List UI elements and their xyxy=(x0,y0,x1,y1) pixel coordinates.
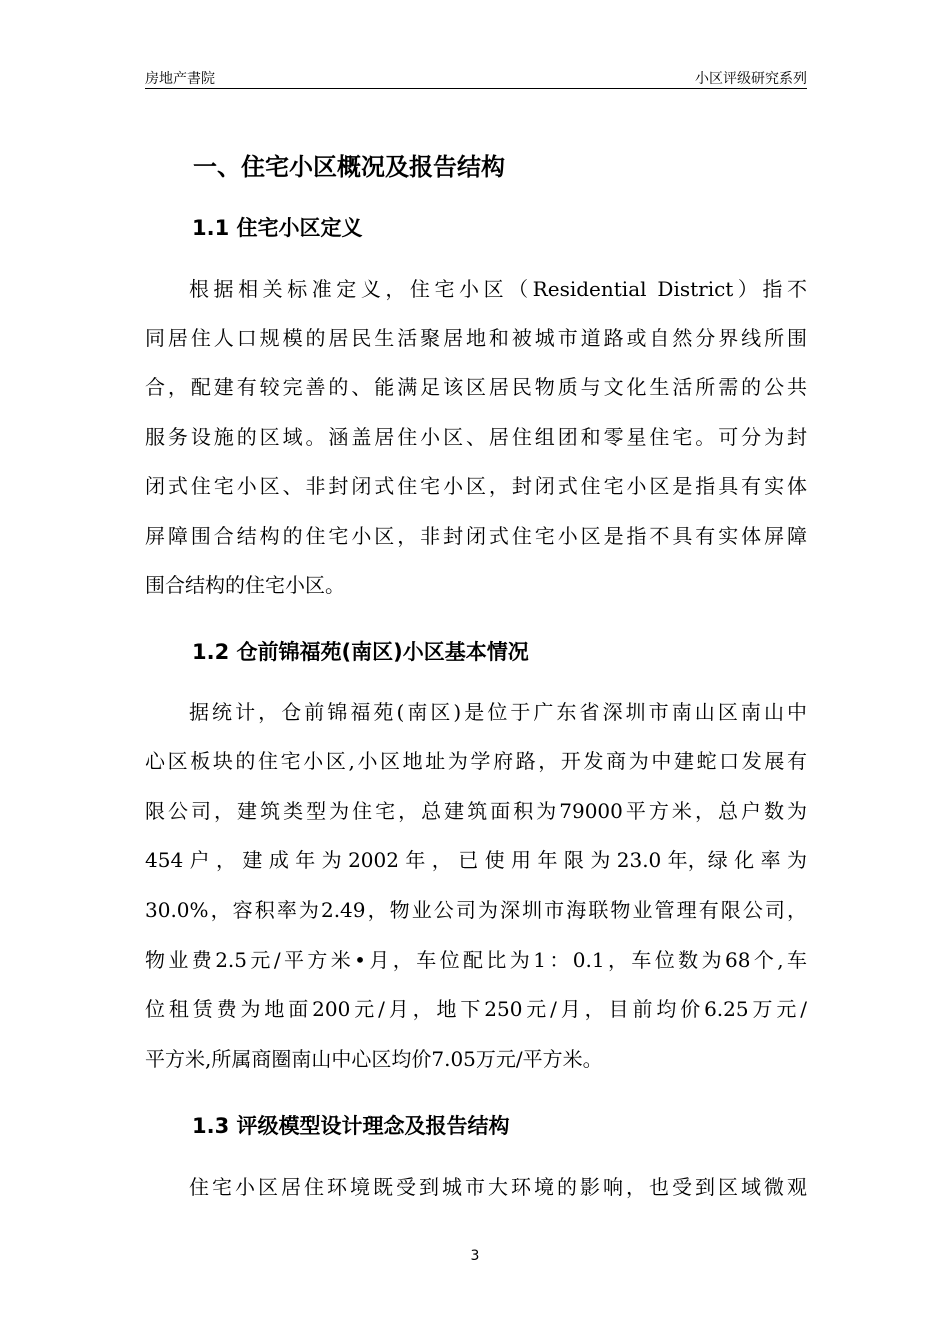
header-publisher: 房地产書院 xyxy=(145,71,215,87)
subsection-heading-1-1: 1.1 住宅小区定义 xyxy=(192,216,363,240)
paragraph-line: 闭式住宅小区、非封闭式住宅小区，封闭式住宅小区是指具有实体 xyxy=(145,474,807,498)
paragraph-line: 同居住人口规模的居民生活聚居地和被城市道路或自然分界线所围 xyxy=(145,326,807,350)
header-divider xyxy=(145,88,807,89)
page-header xyxy=(145,64,807,88)
paragraph-line: 屏障围合结构的住宅小区，非封闭式住宅小区是指不具有实体屏障 xyxy=(145,524,807,548)
section-title: 一、住宅小区概况及报告结构 xyxy=(193,153,505,181)
paragraph-line: 根据相关标准定义，住宅小区（Residential District）指不 xyxy=(189,277,807,301)
subsection-heading-1-2: 1.2 仓前锦福苑(南区)小区基本情况 xyxy=(192,640,529,664)
paragraph-line: 据统计，仓前锦福苑(南区)是位于广东省深圳市南山区南山中 xyxy=(189,700,807,724)
paragraph-line: 心区板块的住宅小区,小区地址为学府路，开发商为中建蛇口发展有 xyxy=(145,749,807,773)
header-series-title: 小区评级研究系列 xyxy=(695,71,807,87)
paragraph-line: 围合结构的住宅小区。 xyxy=(145,573,345,597)
subsection-heading-1-3: 1.3 评级模型设计理念及报告结构 xyxy=(192,1114,510,1138)
paragraph-line: 物业费2.5元/平方米•月，车位配比为1：0.1，车位数为68个,车 xyxy=(145,948,807,972)
paragraph-line: 位租赁费为地面200元/月，地下250元/月，目前均价6.25万元/ xyxy=(145,997,807,1021)
paragraph-line: 454 户 ， 建 成 年 为 2002 年 ， 已 使 用 年 限 为 23.0 年，绿 化 率 为 xyxy=(145,848,807,872)
paragraph-line: 住宅小区居住环境既受到城市大环境的影响，也受到区域微观 xyxy=(189,1175,807,1199)
paragraph-line: 合，配建有较完善的、能满足该区居民物质与文化生活所需的公共 xyxy=(145,375,807,399)
paragraph-line: 服务设施的区域。涵盖居住小区、居住组团和零星住宅。可分为封 xyxy=(145,425,807,449)
page-number: 3 xyxy=(470,1248,480,1264)
paragraph-line: 限公司，建筑类型为住宅，总建筑面积为79000平方米，总户数为 xyxy=(145,799,807,823)
paragraph-line: 平方米,所属商圈南山中心区均价7.05万元/平方米。 xyxy=(145,1047,603,1071)
paragraph-line: 30.0%，容积率为2.49，物业公司为深圳市海联物业管理有限公司， xyxy=(145,898,807,922)
